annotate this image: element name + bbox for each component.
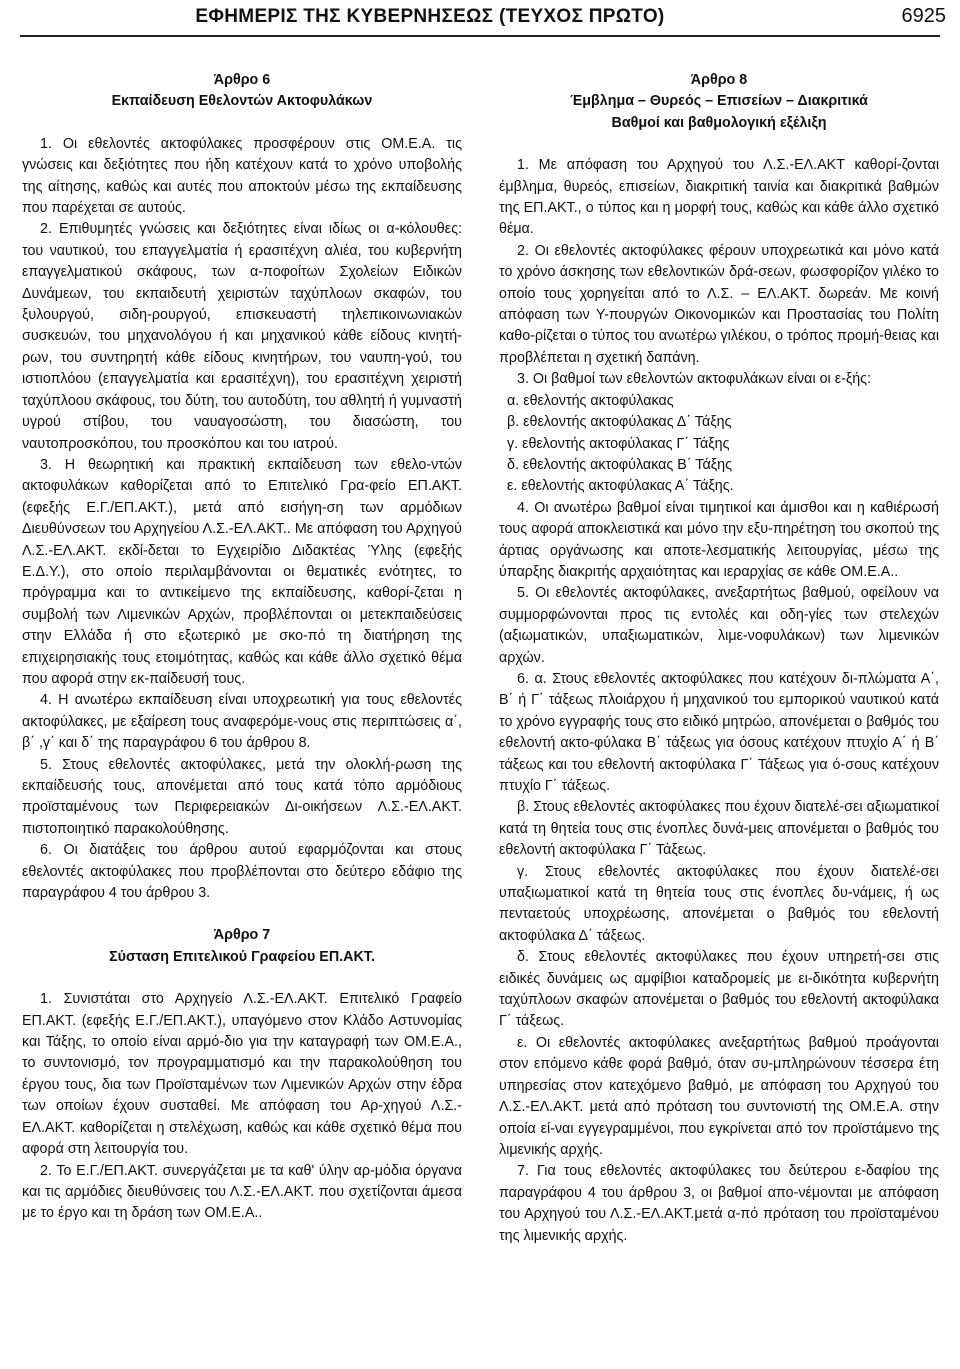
article-6-paragraph-6: 6. Οι διατάξεις του άρθρου αυτού εφαρμόζονται και στους εθελοντές ακτοφύλακες που προβλέπονται στο δεύτερο εδάφιο της παραγράφου 4 του άρθρου 3. bbox=[22, 842, 462, 902]
article-6-label: Άρθρο 6 bbox=[213, 72, 271, 88]
spacer bbox=[22, 113, 462, 134]
article-8-label: Άρθρο 8 bbox=[690, 72, 748, 88]
article-8-paragraph-7: 7. Για τους εθελοντές ακτοφύλακες του δεύτερου ε-δαφίου της παραγράφου 4 του άρθρου 3, οι βαθμοί απο-νέμονται με απόφαση του Αρχηγού του Λ.Σ.-ΕΛ.ΑΚΤ.μετά α-πό πρόταση του προϊσταμένου της λιμενικής αρχής. bbox=[499, 1163, 939, 1244]
spacer bbox=[499, 134, 939, 155]
article-8-paragraph-3: 3. Οι βαθμοί των εθελοντών ακτοφυλάκων είναι οι ε-ξής: bbox=[517, 371, 872, 388]
rank-item: α. εθελοντής ακτοφύλακας bbox=[507, 392, 674, 409]
article-6-paragraph-5: 5. Στους εθελοντές ακτοφύλακες, μετά την ολοκλή-ρωση της εκπαίδευσής τους, απονέμεται από τους κατά τόπο αρμόδιους προϊσταμένους των Περιφερειακών Δι-οικήσεων Λ.Σ.-ΕΛ.ΑΚΤ. πιστοποιητικό παρακολούθησης. bbox=[22, 756, 462, 837]
article-8-paragraph-2: 2. Οι εθελοντές ακτοφύλακες φέρουν υποχρεωτικά και μόνο κατά το χρόνο άσκησης των εθελοντικών δρά-σεων, φωσφορίζον γιλέκο το οποίο τους χορηγείται από το Λ.Σ. – ΕΛ.ΑΚΤ. δωρεάν. Με κοινή απόφαση των Υ-πουργών Οικονομικών και Προστασίας του Πολίτη καθο-ρίζεται ο τύπος του ανωτέρω γιλέκου, ο τρόπος προμή-θειας και προβλέπεται η σχετική δαπάνη. bbox=[499, 242, 939, 366]
article-8-title-line-2: Βαθμοί και βαθμολογική εξέλιξη bbox=[611, 114, 827, 131]
article-6-paragraph-1: 1. Οι εθελοντές ακτοφύλακες προσφέρουν στις ΟΜ.Ε.Α. τις γνώσεις και δεξιότητες που ήδη κατέχουν κατά το χρόνο υποβολής της αίτησης, καθώς και αυτές που αποκτούν μέσω της εκπαίδευσης που παρέχεται σε αυτούς. bbox=[22, 135, 462, 217]
article-7-label: Άρθρο 7 bbox=[213, 927, 271, 944]
article-7-title: Σύσταση Επιτελικού Γραφείου ΕΠ.ΑΚΤ. bbox=[109, 948, 375, 965]
article-8-paragraph-4: 4. Οι ανωτέρω βαθμοί είναι τιμητικοί και άμισθοι και η καθιέρωσή τους αφορά αποκλειστικά και μόνο την εξυ-πηρέτηση του σκοπού της άρτιας οργάνωσης και αποτε-λεσματικής λειτουργίας, μέσω της ύπαρξης διακριτής αρχαιότητας και ιεραρχίας σε κάθε ΟΜ.Ε.Α.. bbox=[499, 499, 939, 580]
page-header bbox=[0, 0, 960, 46]
gazette-title: ΕΦΗΜΕΡΙΣ ΤΗΣ ΚΥΒΕΡΝΗΣΕΩΣ (ΤΕΥΧΟΣ ΠΡΩΤΟ) bbox=[195, 6, 665, 27]
rank-item: δ. εθελοντής ακτοφύλακας Β΄ Τάξης bbox=[507, 456, 732, 473]
article-8-title-line-1: Έμβλημα – Θυρεός – Επισείων – Διακριτικά bbox=[570, 93, 868, 110]
right-column bbox=[499, 70, 939, 1247]
article-8-paragraph-6c: γ. Στους εθελοντές ακτοφύλακες που έχουν διατελέ-σει υπαξιωματικοί κατά τη θητεία τους στις ένοπλες δυ-νάμεις, ή ως πενταετούς υποχρέωσης, απονέμεται ο βαθμός του εθελοντή ακτοφύλακα Δ΄ τάξεως. bbox=[499, 863, 939, 944]
spacer bbox=[22, 968, 462, 989]
article-7-paragraph-1: 1. Συνιστάται στο Αρχηγείο Λ.Σ.-ΕΛ.ΑΚΤ. Επιτελικό Γραφείο ΕΠ.ΑΚΤ. (εφεξής Ε.Γ./ΕΠ.ΑΚΤ.), υπαγόμενο στον Κλάδο Αστυνομίας και Τάξης, το οποίο είναι αρμό-διο για την καταγραφή των ΟΜ.Ε.Α., το συντονισμό, τον προγραμματισμό και την παρακολούθηση του έργου τους, δια των Προϊσταμένων των Λιμενικών Αρχών στην έδρα των οποίων έχουν συσταθεί. Με απόφαση του Αρ-χηγού Λ.Σ.-ΕΛ.ΑΚΤ. καθορίζεται η στελέχωση, καθώς και κάθε σχετικό θέμα που αφορά στη λειτουργία του. bbox=[22, 991, 462, 1158]
article-6-paragraph-2: 2. Επιθυμητές γνώσεις και δεξιότητες είναι ιδίως οι α-κόλουθες: του ναυτικού, του επαγγελματία ή ερασιτέχνη αλιέα, του κυβερνήτη επαγγελματικού σκάφους, των α-ποφοίτων Σχολείων Ειδικών Δυνάμεων, του εκπαιδευτή χειριστών ταχύπλοων σκαφών, του ξυλουργού, σιδη-ρουργού, επισκευαστή τηλεπικοινωνιακών συσκευών, του μηχανολόγου ή και μηχανικού κάθε είδους κινητή-ρων, του συντηρητή κάθε είδους κινητήρων, του ναυπη-γού, του ιστιοπλόου (επαγγελματία και ερασιτέχνη), του ερασιτέχνη χειριστή ταχύπλοου σκάφους, του δύτη, του αυτοδύτη, του αθλητή ή γυμναστή υγρού στίβου, του ναυαγοσώστη, του διασώστη, του ναυτοπροσκόπου, του προσκόπου και του ιατρού. bbox=[22, 221, 462, 452]
article-8-paragraph-1: 1. Με απόφαση του Αρχηγού του Λ.Σ.-ΕΛ.ΑΚΤ καθορί-ζονται έμβλημα, θυρεός, επισείων, διακριτική ταινία και διακριτικά βαθμών της ΕΠ.ΑΚΤ., ο τύπος και η μορφή τους, καθώς και κάθε άλλο σχετικό θέμα. bbox=[499, 157, 939, 238]
article-8-paragraph-6b: β. Στους εθελοντές ακτοφύλακες που έχουν διατελέ-σει αξιωματικοί κατά τη θητεία τους στις ένοπλες δυνά-μεις απονέμεται ο βαθμός του εθελοντή ακτοφύλακα Γ΄ Τάξεως. bbox=[499, 799, 939, 859]
article-8-paragraph-6a: 6. α. Στους εθελοντές ακτοφύλακες που κατέχουν δι-πλώματα Α΄, Β΄ ή Γ΄ τάξεως πλοιάρχου ή μηχανικού του εμπορικού ναυτικού κατά το χρόνο εγγραφής τους στο ειδικό μητρώο, απονέμεται ο βαθμός του εθελοντή ακτο-φύλακα Β΄ τάξεως για όσους κατέχουν πτυχίο Α΄ ή Β΄ τάξεως και του εθελοντή ακτοφύλακα Γ΄ Τάξεως για ό-σους κατέχουν πτυχίο Γ΄ τάξεως. bbox=[499, 670, 939, 794]
article-6-title: Εκπαίδευση Εθελοντών Ακτοφυλάκων bbox=[111, 93, 373, 110]
article-6-paragraph-4: 4. Η ανωτέρω εκπαίδευση είναι υποχρεωτική για τους εθελοντές ακτοφύλακες, με εξαίρεση τους αναφερόμε-νους στις περιπτώσεις α΄, β΄ ,γ΄ και δ΄ της παραγράφου 6 του άρθρου 8. bbox=[22, 692, 462, 752]
rank-item: ε. εθελοντής ακτοφύλακας Α΄ Τάξης. bbox=[507, 478, 734, 495]
article-8-paragraph-5: 5. Οι εθελοντές ακτοφύλακες, ανεξαρτήτως βαθμού, οφείλουν να συμμορφώνονται προς τις εντολές και οδη-γίες των στελεχών (αξιωματικών, υπαξιωματικών, λιμε-νοφυλάκων) των λιμενικών αρχών. bbox=[499, 585, 939, 666]
rank-item: γ. εθελοντής ακτοφύλακας Γ΄ Τάξης bbox=[507, 435, 730, 452]
article-6-paragraph-3: 3. Η θεωρητική και πρακτική εκπαίδευση των εθελο-ντών ακτοφυλάκων καθορίζεται από το Επιτελικό Γρα-φείο ΕΠ.ΑΚΤ. (εφεξής Ε.Γ./ΕΠ.ΑΚΤ.), μετά από εισήγη-ση των αρμόδιων Διευθύνσεων του Αρχηγείου Λ.Σ.-ΕΛ.ΑΚΤ.. Με απόφαση του Αρχηγού Λ.Σ.-ΕΛ.ΑΚΤ. εκδί-δεται το Εγχειρίδιο Διδακτέας Ύλης (εφεξής Ε.Δ.Υ.), στο οποίο περιλαμβάνονται οι θεματικές ενότητες, το πρόγραμμα και το αντικείμενο της εκπαίδευσης, καθορί-ζεται η συμβολή των Λιμενικών Αρχών, προβλέπονται οι μετεκπαιδεύσεις στην Ελλάδα ή στο εξωτερικό με σκο-πό τη διατήρηση της επιχειρησιακής τους ετοιμότητας, καθώς και κάθε άλλο σχετικό θέμα που αφορά στην εκ-παίδευσή τους. bbox=[22, 456, 462, 687]
rank-item: β. εθελοντής ακτοφύλακας Δ΄ Τάξης bbox=[507, 414, 732, 431]
article-8-paragraph-6d: δ. Στους εθελοντές ακτοφύλακες που έχουν υπηρετή-σει στις ειδικές δυνάμεις ως αμφίβιοι καταδρομείς με ει-δικότητα κυβερνήτη ταχύπλοων σκαφών απονέμεται ο βαθμός του εθελοντή ακτοφύλακα Γ΄ τάξεως. bbox=[499, 949, 939, 1030]
article-8-paragraph-6e: ε. Οι εθελοντές ακτοφύλακες ανεξαρτήτως βαθμού προάγονται στον επόμενο κάθε φορά βαθμό, όταν συ-μπληρώνουν τέσσερα έτη υπηρεσίας στον κατεχόμενο βαθμό, με απόφαση του Αρχηγού του Λ.Σ.-ΕΛ.ΑΚΤ. μετά από πρόταση του συντονιστή της ΟΜ.Ε.Α. στην οποία εί-ναι εγγεγραμμένοι, που εγκρίνεται από τον προϊστάμενο της λιμενικής αρχής. bbox=[499, 1034, 939, 1158]
header-rule bbox=[20, 35, 940, 37]
left-column bbox=[22, 70, 462, 1225]
article-7-paragraph-2: 2. Το Ε.Γ./ΕΠ.ΑΚΤ. συνεργάζεται με τα καθ' ύλην αρ-μόδια όργανα και τις αρμόδιες διευθύνσεις του Λ.Σ.-ΕΛ.ΑΚΤ. που σχετίζονται άμεσα με το έργο και τη δράση των ΟΜ.Ε.Α.. bbox=[22, 1162, 462, 1222]
page-number: 6925 bbox=[901, 5, 946, 27]
